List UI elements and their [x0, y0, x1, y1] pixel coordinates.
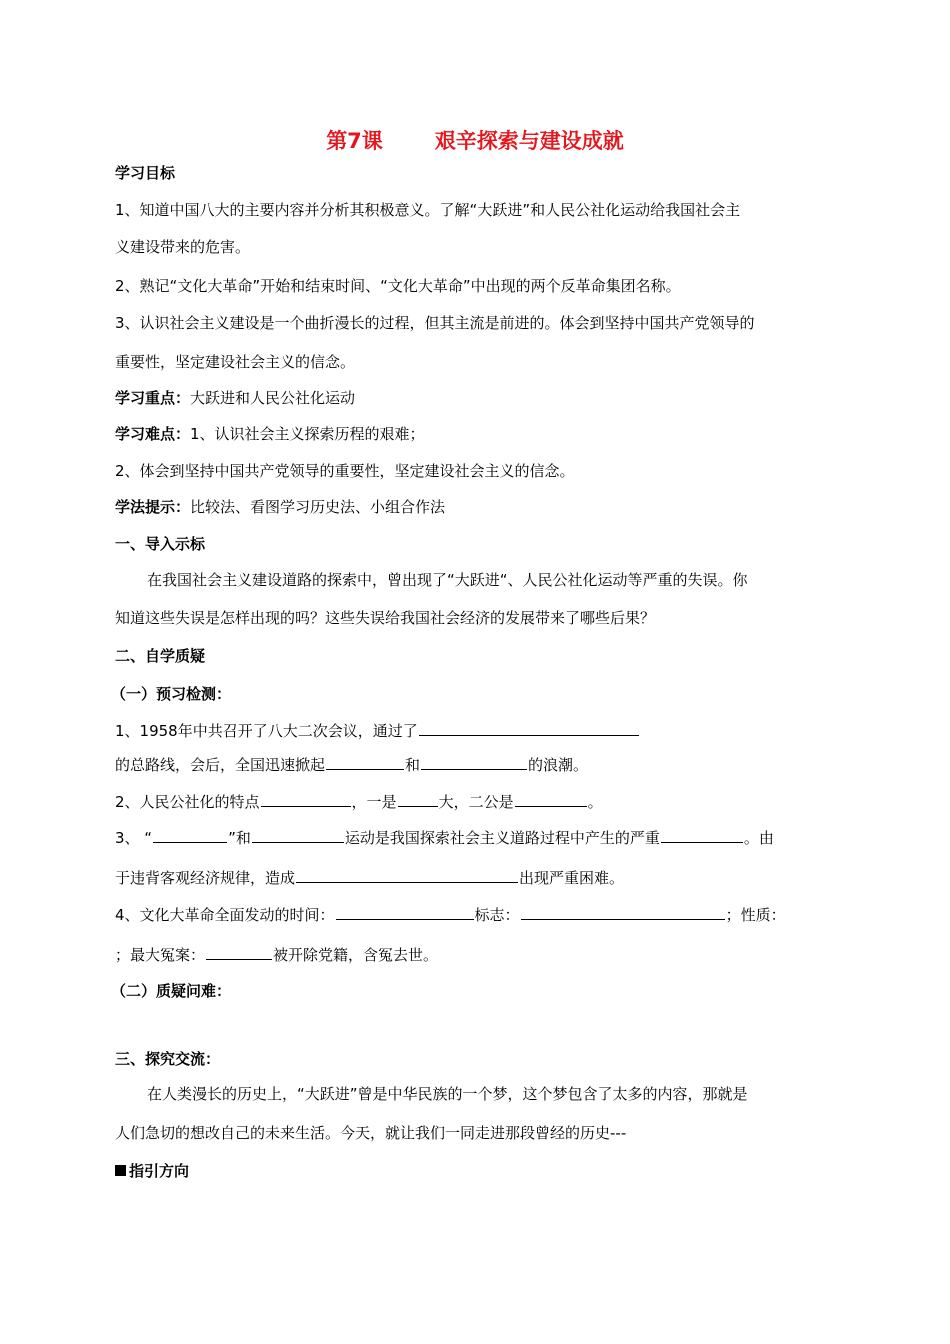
question-4-line-2 [115, 943, 840, 965]
question-4-text-e: 被开除党籍，含冤去世。 [273, 946, 439, 964]
objective-2: 2、熟记“文化大革命”开始和结束时间、“文化大革命”中出现的两个反革命集团名称。 [115, 277, 681, 295]
blank-start-time[interactable] [336, 903, 474, 920]
objective-1-line-2: 义建设带来的危害。 [115, 238, 251, 256]
blank-movement-name-2[interactable] [252, 826, 344, 843]
blank-commune-feature[interactable] [261, 790, 351, 807]
lesson-title [0, 125, 950, 155]
section-3-para-line-2: 人们急切的想改自己的未来生活。今天，就让我们一同走进那段曾经的历史--- [115, 1124, 627, 1142]
difficulties [115, 424, 840, 444]
blank-movement-1[interactable] [326, 753, 404, 770]
question-3-text-b: ”和 [228, 829, 251, 847]
section-3-para-line-1: 在人类漫长的历史上，“大跃进”曾是中华民族的一个梦，这个梦包含了太多的内容，那就是 [147, 1085, 748, 1103]
section-1-para-line-2: 知道这些失误是怎样出现的吗？这些失误给我国社会经济的发展带来了哪些后果？ [115, 609, 656, 627]
questions-heading: （二）质疑问难： [111, 982, 232, 1000]
difficulties-text-1: 1、认识社会主义探索历程的艰难； [190, 425, 425, 443]
difficulties-label: 学习难点： [115, 425, 191, 443]
question-3-text-a: 3、 “ [115, 829, 153, 847]
question-2-text-b: ，一是 [351, 793, 397, 811]
guide-direction-label: 指引方向 [129, 1162, 190, 1180]
objective-3-line-2: 重要性，坚定建设社会主义的信念。 [115, 353, 356, 371]
lesson-name: 艰辛探索与建设成就 [434, 129, 624, 153]
question-4-line-1 [115, 903, 840, 925]
question-1-text-c: 和 [405, 756, 421, 774]
question-4-text-b: 标志： [474, 906, 520, 924]
method-text: 比较法、看图学习历史法、小组合作法 [190, 498, 446, 516]
blank-first-feature[interactable] [398, 790, 438, 807]
method [115, 497, 840, 517]
section-2-heading: 二、自学质疑 [115, 647, 206, 665]
blank-serious-error[interactable] [661, 826, 743, 843]
blank-general-line[interactable] [419, 719, 639, 736]
key-points-text: 大跃进和人民公社化运动 [190, 389, 356, 407]
question-2 [115, 790, 840, 812]
section-1-heading: 一、导入示标 [115, 535, 206, 553]
question-3-text-c: 运动是我国探索社会主义道路过程中产生的严重 [344, 829, 660, 847]
objectives-heading: 学习目标 [115, 164, 176, 182]
key-points [115, 388, 840, 408]
difficulties-text-2: 2、体会到坚持中国共产党领导的重要性，坚定建设社会主义的信念。 [115, 462, 575, 480]
blank-symbol[interactable] [521, 903, 725, 920]
key-points-label: 学习重点： [115, 389, 191, 407]
question-4-text-d: ；最大冤案： [115, 946, 206, 964]
question-1-text-b: 的总路线，会后，全国迅速掀起 [115, 756, 326, 774]
question-3-text-d: 。由 [743, 829, 774, 847]
question-3-text-f: 出现严重困难。 [519, 869, 625, 887]
objective-1-line-1: 1、知道中国八大的主要内容并分析其积极意义。了解“大跃进”和人民公社化运动给我国社会主 [115, 201, 741, 219]
black-square-icon [115, 1165, 126, 1176]
guide-direction [115, 1161, 840, 1181]
question-1-line-2 [115, 753, 840, 775]
question-1-line-1 [115, 719, 840, 741]
question-2-text-d: 。 [587, 793, 603, 811]
question-1-text-a: 1、1958年中共召开了八大二次会议，通过了 [115, 722, 418, 740]
blank-movement-2[interactable] [421, 753, 527, 770]
objective-3-line-1: 3、认识社会主义建设是一个曲折漫长的过程，但其主流是前进的。体会到坚持中国共产党领导的 [115, 314, 755, 332]
question-4-text-c: ；性质： [725, 906, 786, 924]
question-2-text-c: 大，二公是 [438, 793, 514, 811]
question-4-text-a: 4、文化大革命全面发动的时间： [115, 906, 335, 924]
section-3-heading: 三、探究交流： [115, 1050, 221, 1068]
question-3-line-2 [115, 866, 840, 888]
lesson-number: 第7课 [326, 129, 383, 153]
question-3-text-e: 于违背客观经济规律，造成 [115, 869, 296, 887]
method-label: 学法提示： [115, 498, 191, 516]
preview-check-heading: （一）预习检测： [111, 685, 232, 703]
blank-consequence[interactable] [296, 866, 518, 883]
blank-second-feature[interactable] [515, 790, 587, 807]
blank-biggest-case[interactable] [206, 943, 272, 960]
section-1-para-line-1: 在我国社会主义建设道路的探索中，曾出现了“大跃进“、人民公社化运动等严重的失误。你 [147, 571, 748, 589]
question-3-line-1 [115, 826, 840, 848]
blank-movement-name-1[interactable] [153, 826, 227, 843]
question-1-text-d: 的浪潮。 [528, 756, 589, 774]
question-2-text-a: 2、人民公社化的特点 [115, 793, 260, 811]
